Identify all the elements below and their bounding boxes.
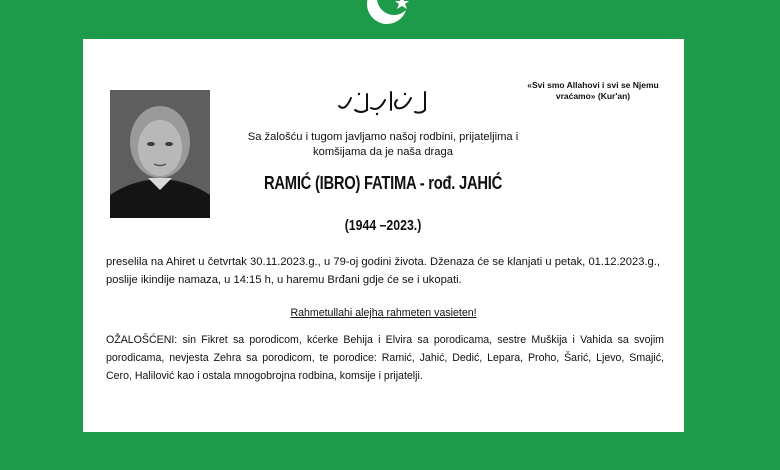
deceased-name: RAMIĆ (IBRO) FATIMA - rođ. JAHIĆ xyxy=(263,173,503,193)
announcement-text: preselila na Ahiret u četvrtak 30.11.2023.g., u 79-oj godini života. Dženaza će se klanjati u petak, 01.12.2023.g., poslije ikindije namaza, u 14:15 h, u haremu Brđani gdje će se i ukopati. xyxy=(106,256,660,286)
crescent-star-icon xyxy=(350,0,430,32)
intro-text: Sa žalošću i tugom javljamo našoj rodbini, prijateljima i komšijama da je naša draga xyxy=(247,131,519,158)
mourners-text: OŽALOŠĆENI: sin Fikret sa porodicom, kćerke Behija i Elvira sa porodicama, sestre Muškija i Vahida sa svojim porodicama, nevjesta Zehra sa porodicom, te porodice: Ramić, Jahić, Dedić, Lepara, Proho, Šarić, Ljevo, Smajić, Cero, Halilović kao i ostala mnogobrojna rodbina, komsije i prijatelji. xyxy=(106,334,664,382)
deceased-photo xyxy=(110,90,210,218)
life-years: (1944 –2023.) xyxy=(344,217,422,234)
arabic-calligraphy xyxy=(335,88,431,118)
obituary-card xyxy=(83,39,684,432)
prayer-line: Rahmetullahi alejha rahmeten vasieten! xyxy=(290,307,477,319)
quran-quote: «Svi smo Allahovi i svi se Njemu vraćamo» (Kur'an) xyxy=(527,80,659,101)
